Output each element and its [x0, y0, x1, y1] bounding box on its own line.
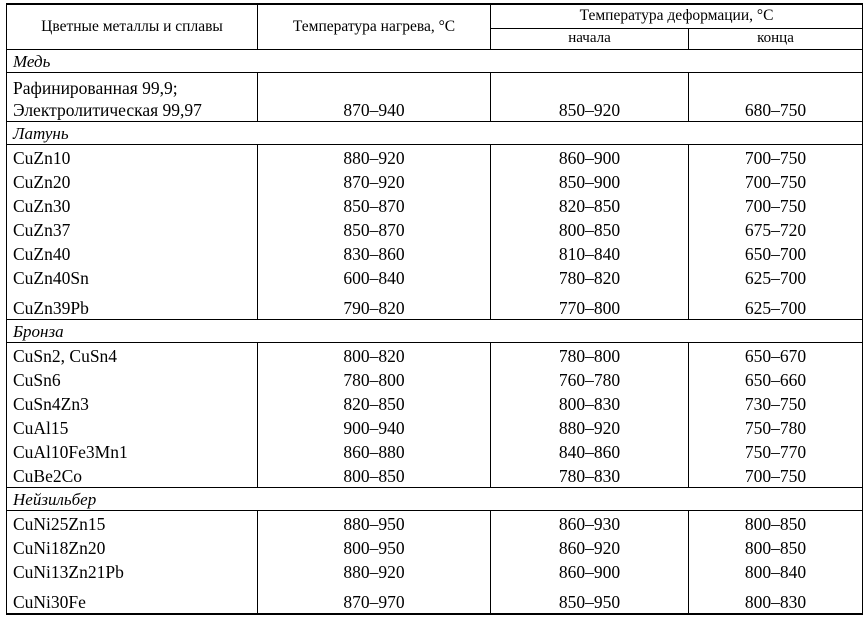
- deform-end-temp: 800–840: [689, 559, 863, 583]
- deform-end-temp: 800–850: [689, 535, 863, 559]
- heating-temp: 870–940: [258, 73, 491, 122]
- table-row: [7, 463, 863, 488]
- table-row: [7, 391, 863, 415]
- table-row: [7, 367, 863, 391]
- header-deformation-temp: Температура деформации, °С: [491, 4, 863, 28]
- deform-start-temp: 780–830: [491, 463, 689, 488]
- table-row: [7, 193, 863, 217]
- alloy-name: CuSn6: [7, 367, 258, 391]
- heating-temp: 790–820: [258, 289, 491, 320]
- deform-start-temp: 850–950: [491, 583, 689, 614]
- alloy-name: CuSn4Zn3: [7, 391, 258, 415]
- alloy-name: CuZn40Sn: [7, 265, 258, 289]
- header-alloys: Цветные металлы и сплавы: [7, 4, 258, 50]
- heating-temp: 870–920: [258, 169, 491, 193]
- table-row: [7, 559, 863, 583]
- heating-temp: 880–950: [258, 511, 491, 536]
- deform-start-temp: 850–920: [491, 73, 689, 122]
- alloy-temperature-table: [6, 3, 863, 615]
- deform-start-temp: 850–900: [491, 169, 689, 193]
- deform-end-temp: 650–660: [689, 367, 863, 391]
- table-row: [7, 583, 863, 614]
- deform-start-temp: 760–780: [491, 367, 689, 391]
- alloy-name: Рафинированная 99,9; Электролитическая 99,97: [7, 73, 258, 122]
- table-row: [7, 415, 863, 439]
- deform-end-temp: 730–750: [689, 391, 863, 415]
- table-row: [7, 217, 863, 241]
- heating-temp: 880–920: [258, 559, 491, 583]
- deform-start-temp: 880–920: [491, 415, 689, 439]
- table-row: [7, 265, 863, 289]
- table-row: [7, 535, 863, 559]
- deform-start-temp: 840–860: [491, 439, 689, 463]
- deform-end-temp: 650–700: [689, 241, 863, 265]
- deform-end-temp: 625–700: [689, 265, 863, 289]
- deform-end-temp: 750–770: [689, 439, 863, 463]
- alloy-name: CuBe2Co: [7, 463, 258, 488]
- deform-start-temp: 860–930: [491, 511, 689, 536]
- group-title-nickel-silver: Нейзильбер: [7, 488, 863, 511]
- deform-end-temp: 750–780: [689, 415, 863, 439]
- deform-start-temp: 800–850: [491, 217, 689, 241]
- table-row: [7, 241, 863, 265]
- alloy-name: CuZn37: [7, 217, 258, 241]
- alloy-name: CuZn20: [7, 169, 258, 193]
- heating-temp: 870–970: [258, 583, 491, 614]
- deform-start-temp: 770–800: [491, 289, 689, 320]
- heating-temp: 820–850: [258, 391, 491, 415]
- table-row: [7, 169, 863, 193]
- deform-end-temp: 700–750: [689, 193, 863, 217]
- deform-end-temp: 650–670: [689, 343, 863, 368]
- group-title-copper: Медь: [7, 50, 863, 73]
- alloy-name: CuZn30: [7, 193, 258, 217]
- alloy-name: CuZn39Pb: [7, 289, 258, 320]
- deform-start-temp: 860–900: [491, 559, 689, 583]
- deform-start-temp: 860–900: [491, 145, 689, 170]
- deform-end-temp: 700–750: [689, 169, 863, 193]
- deform-start-temp: 810–840: [491, 241, 689, 265]
- alloy-name: CuNi13Zn21Pb: [7, 559, 258, 583]
- heating-temp: 850–870: [258, 217, 491, 241]
- heating-temp: 800–850: [258, 463, 491, 488]
- deform-start-temp: 800–830: [491, 391, 689, 415]
- heating-temp: 780–800: [258, 367, 491, 391]
- alloy-name: CuNi25Zn15: [7, 511, 258, 536]
- deform-start-temp: 780–800: [491, 343, 689, 368]
- alloy-name: CuAl15: [7, 415, 258, 439]
- heating-temp: 880–920: [258, 145, 491, 170]
- heating-temp: 900–940: [258, 415, 491, 439]
- deform-start-temp: 860–920: [491, 535, 689, 559]
- alloy-name: CuAl10Fe3Mn1: [7, 439, 258, 463]
- header-heating-temp: Температура нагрева, °С: [258, 4, 491, 50]
- heating-temp: 850–870: [258, 193, 491, 217]
- table-row: [7, 343, 863, 368]
- deform-end-temp: 680–750: [689, 73, 863, 122]
- table-row: [7, 73, 863, 122]
- alloy-name: CuZn10: [7, 145, 258, 170]
- deform-end-temp: 800–830: [689, 583, 863, 614]
- heating-temp: 800–950: [258, 535, 491, 559]
- header-end: конца: [689, 28, 863, 49]
- alloy-name: CuNi30Fe: [7, 583, 258, 614]
- deform-start-temp: 820–850: [491, 193, 689, 217]
- table-row: [7, 145, 863, 170]
- alloy-name: CuNi18Zn20: [7, 535, 258, 559]
- deform-end-temp: 700–750: [689, 145, 863, 170]
- group-title-bronze: Бронза: [7, 320, 863, 343]
- heating-temp: 830–860: [258, 241, 491, 265]
- heating-temp: 600–840: [258, 265, 491, 289]
- table-row: [7, 439, 863, 463]
- deform-end-temp: 700–750: [689, 463, 863, 488]
- deform-end-temp: 625–700: [689, 289, 863, 320]
- group-title-brass: Латунь: [7, 122, 863, 145]
- table-row: [7, 289, 863, 320]
- table-row: [7, 511, 863, 536]
- heating-temp: 800–820: [258, 343, 491, 368]
- header-start: начала: [491, 28, 689, 49]
- heating-temp: 860–880: [258, 439, 491, 463]
- alloy-name: CuZn40: [7, 241, 258, 265]
- deform-end-temp: 675–720: [689, 217, 863, 241]
- alloy-name: CuSn2, CuSn4: [7, 343, 258, 368]
- deform-start-temp: 780–820: [491, 265, 689, 289]
- deform-end-temp: 800–850: [689, 511, 863, 536]
